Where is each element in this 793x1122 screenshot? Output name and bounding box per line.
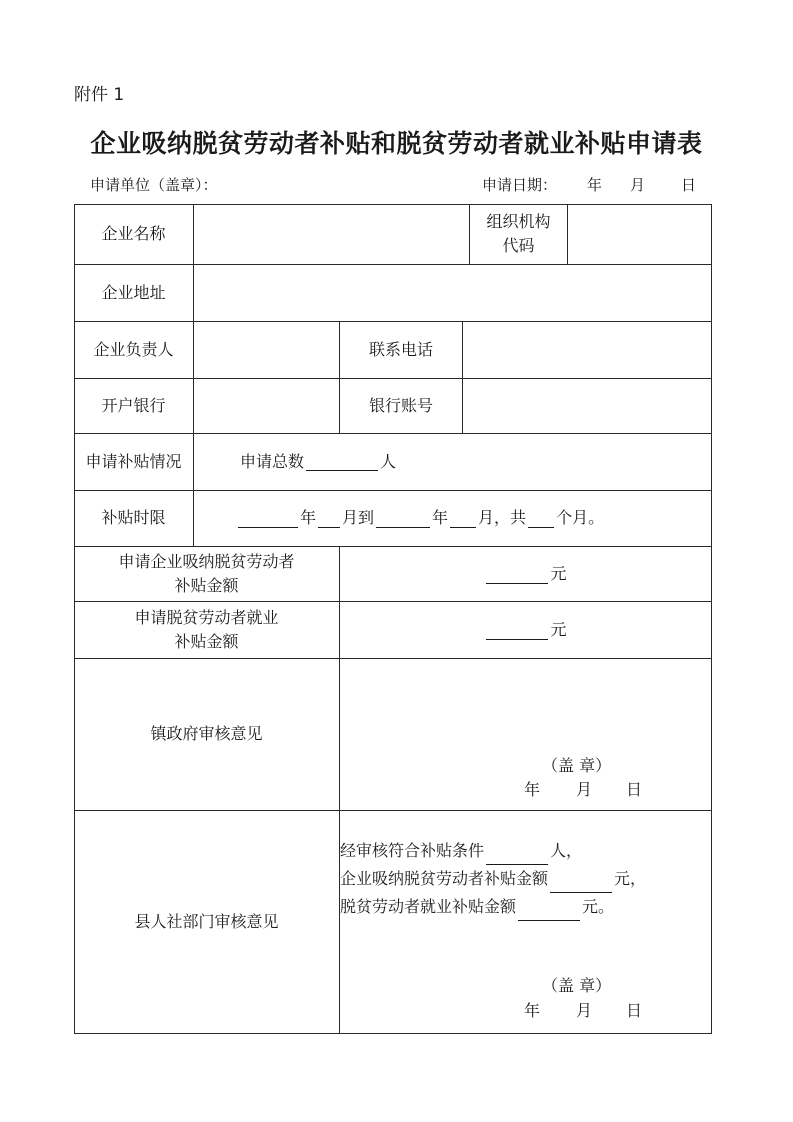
phone-label: 联系电话 bbox=[368, 339, 433, 359]
period-month-to: 月到 bbox=[342, 508, 375, 527]
county-enterprise-amount-unit: 元， bbox=[614, 869, 647, 888]
county-review-year: 年 bbox=[524, 1001, 541, 1020]
period-start-year-blank[interactable] bbox=[238, 509, 298, 528]
yuan-unit: 元 bbox=[550, 564, 567, 583]
period-month-total: 月，共 bbox=[478, 508, 527, 527]
period-end-month-blank[interactable] bbox=[450, 509, 476, 528]
org-code-field[interactable] bbox=[568, 205, 711, 264]
county-review-date bbox=[524, 998, 642, 1021]
employment-subsidy-amount-blank[interactable] bbox=[486, 621, 548, 640]
account-label: 银行账号 bbox=[368, 395, 433, 415]
bank-field[interactable] bbox=[194, 379, 339, 433]
table-border-right bbox=[711, 204, 712, 1034]
employment-subsidy-label-line2: 补贴金额 bbox=[174, 631, 239, 651]
org-code-label bbox=[470, 204, 567, 264]
county-qualified-blank[interactable] bbox=[486, 846, 548, 865]
county-review-line-2 bbox=[340, 865, 646, 893]
org-code-label-line2: 代码 bbox=[502, 236, 535, 255]
county-review-month: 月 bbox=[576, 1001, 593, 1020]
town-seal-label: （盖 章） bbox=[542, 756, 612, 775]
period-field bbox=[236, 490, 706, 546]
county-review-field[interactable] bbox=[340, 811, 711, 1033]
date-month: 月 bbox=[630, 176, 646, 194]
period-label: 补贴时限 bbox=[101, 508, 166, 527]
employment-subsidy-label-line1: 申请脱贫劳动者就业 bbox=[134, 607, 279, 627]
county-employment-amount-unit: 元。 bbox=[582, 897, 615, 916]
attachment-label: 附件 1 bbox=[74, 85, 125, 105]
person-in-charge-label: 企业负责人 bbox=[93, 339, 174, 359]
county-review-line-1 bbox=[340, 837, 582, 865]
period-months-label: 个月。 bbox=[556, 508, 605, 527]
company-address-field[interactable] bbox=[194, 265, 711, 321]
applicant-total-blank[interactable] bbox=[306, 452, 378, 471]
enterprise-subsidy-amount-label bbox=[74, 546, 339, 601]
table-border-bottom bbox=[74, 1033, 712, 1034]
period-year-2: 年 bbox=[432, 508, 449, 527]
county-review-day: 日 bbox=[626, 1001, 643, 1020]
company-address-label: 企业地址 bbox=[101, 282, 166, 302]
town-review-date bbox=[524, 777, 642, 800]
town-review-year: 年 bbox=[524, 780, 541, 799]
date-year: 年 bbox=[587, 176, 603, 194]
town-review-month: 月 bbox=[576, 780, 593, 799]
county-qualified-unit: 人， bbox=[550, 841, 583, 860]
company-name-label: 企业名称 bbox=[101, 224, 166, 243]
enterprise-subsidy-amount-field bbox=[340, 547, 711, 601]
county-employment-amount-blank[interactable] bbox=[518, 902, 580, 921]
phone-field[interactable] bbox=[463, 322, 711, 378]
person-unit: 人 bbox=[380, 451, 397, 471]
org-code-label-line1: 组织机构 bbox=[486, 212, 551, 231]
applicant-unit-label: 申请单位（盖章）： bbox=[90, 176, 218, 194]
form-title: 企业吸纳脱贫劳动者补贴和脱贫劳动者就业补贴申请表 bbox=[90, 129, 703, 158]
period-start-month-blank[interactable] bbox=[318, 509, 340, 528]
employment-subsidy-amount-label bbox=[74, 601, 339, 658]
yuan-unit: 元 bbox=[550, 620, 567, 639]
subsidy-status-label: 申请补贴情况 bbox=[85, 451, 182, 471]
application-date bbox=[482, 174, 696, 195]
county-seal-label: （盖 章） bbox=[542, 976, 612, 995]
county-qualified-label: 经审核符合补贴条件 bbox=[340, 841, 485, 860]
county-review-label: 县人社部门审核意见 bbox=[134, 911, 279, 931]
applicant-total-label: 申请总数 bbox=[240, 451, 305, 471]
date-label: 申请日期： bbox=[482, 176, 558, 194]
town-review-label: 镇政府审核意见 bbox=[150, 724, 263, 743]
company-name-field[interactable] bbox=[194, 205, 469, 264]
town-review-day: 日 bbox=[626, 780, 643, 799]
enterprise-subsidy-amount-blank[interactable] bbox=[486, 565, 548, 584]
employment-subsidy-amount-field bbox=[340, 602, 711, 658]
county-enterprise-amount-blank[interactable] bbox=[550, 874, 612, 893]
county-employment-amount-label: 脱贫劳动者就业补贴金额 bbox=[340, 897, 517, 916]
enterprise-subsidy-label-line2: 补贴金额 bbox=[174, 575, 239, 595]
period-months-blank[interactable] bbox=[528, 509, 554, 528]
county-enterprise-amount-label: 企业吸纳脱贫劳动者补贴金额 bbox=[340, 869, 549, 888]
enterprise-subsidy-label-line1: 申请企业吸纳脱贫劳动者 bbox=[118, 551, 295, 571]
person-in-charge-field[interactable] bbox=[194, 322, 339, 378]
account-field[interactable] bbox=[463, 379, 711, 433]
period-year-1: 年 bbox=[300, 508, 317, 527]
period-end-year-blank[interactable] bbox=[376, 509, 430, 528]
applicant-total-field bbox=[240, 433, 700, 490]
town-review-field[interactable] bbox=[340, 659, 711, 810]
county-review-line-3 bbox=[340, 893, 614, 921]
bank-label: 开户银行 bbox=[101, 395, 166, 415]
date-day: 日 bbox=[681, 176, 697, 194]
